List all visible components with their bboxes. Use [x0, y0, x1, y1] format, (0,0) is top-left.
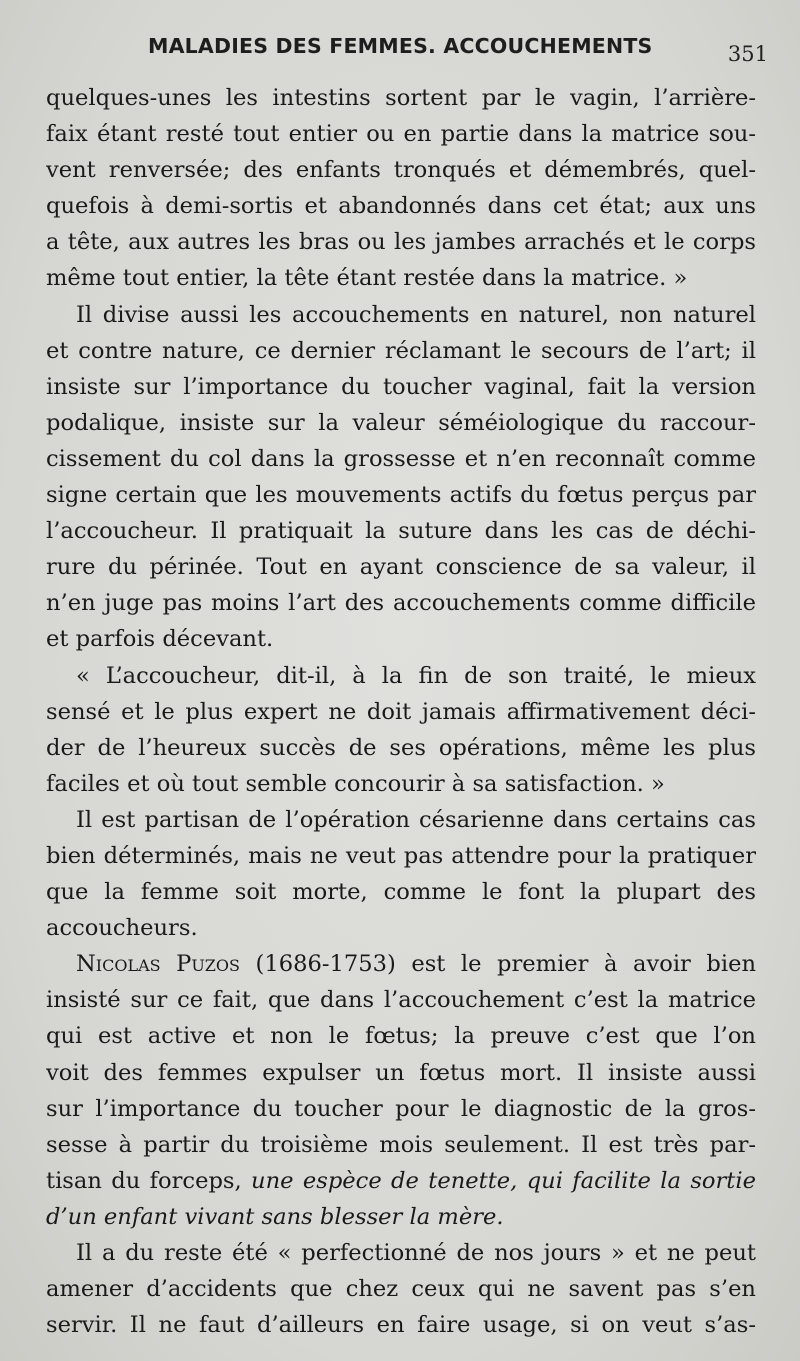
- text-line: « L’accoucheur, dit-il, à la fin de son traité, le mieux: [76, 662, 756, 689]
- text-line: rure du périnée. Tout en ayant conscience de sa valeur, il: [46, 554, 756, 581]
- text-line: der de l’heureux succès de ses opérations, même les plus: [46, 734, 756, 761]
- text-line: Il est partisan de l’opération césarienne dans certains cas: [76, 806, 756, 833]
- text-line: [46, 946, 756, 982]
- text-line: n’en juge pas moins l’art des accouchements comme difficile: [46, 590, 756, 617]
- text-line: quelques-unes les intestins sortent par le vagin, l’arrière-: [46, 85, 756, 111]
- text-line: a tête, aux autres les bras ou les jambes arrachés et le corps: [46, 229, 756, 256]
- text-line: sesse à partir du troisième mois seulement. Il est très par-: [46, 1131, 756, 1158]
- page-header: [148, 30, 768, 70]
- text-line: [46, 1163, 756, 1199]
- text-line: et contre nature, ce dernier réclamant le secours de l’art; il: [46, 337, 756, 364]
- text-line: voit des femmes expulser un fœtus mort. Il insiste aussi: [46, 1059, 756, 1086]
- text-line: sur l’importance du toucher pour le diagnostic de la gros-: [46, 1095, 756, 1122]
- text-line: bien déterminés, mais ne veut pas attendre pour la pratiquer: [46, 842, 756, 869]
- italic-quote: d’un enfant vivant sans blesser la mère.: [46, 1203, 504, 1230]
- text-fragment: (1686-1753) est le premier à avoir bien: [255, 951, 756, 978]
- text-line: insisté sur ce fait, que dans l’accouchement c’est la matrice: [46, 987, 756, 1014]
- text-line: et parfois décevant.: [46, 626, 274, 653]
- text-line: vent renversée; des enfants tronqués et démembrés, quel-: [46, 157, 756, 184]
- text-line: sensé et le plus expert ne doit jamais affirmativement déci-: [46, 698, 756, 725]
- text-line: Il divise aussi les accouchements en naturel, non naturel: [76, 301, 756, 328]
- text-line: insiste sur l’importance du toucher vaginal, fait la version: [46, 373, 756, 400]
- text-line: même tout entier, la tête étant restée dans la matrice. »: [46, 265, 688, 292]
- text-fragment: tisan du forceps,: [46, 1167, 242, 1194]
- author-name: Nicolas Puzos: [76, 951, 240, 978]
- text-line: quefois à demi-sortis et abandonnés dans cet état; aux uns: [46, 193, 756, 220]
- page-number: 351: [727, 42, 768, 66]
- text-line: signe certain que les mouvements actifs du fœtus perçus par: [46, 482, 756, 509]
- running-title: MALADIES DES FEMMES. ACCOUCHEMENTS: [148, 34, 653, 58]
- text-line: podalique, insiste sur la valeur séméiologique du raccour-: [46, 409, 756, 436]
- text-line: Il a du reste été « perfectionné de nos jours » et ne peut: [76, 1240, 756, 1266]
- italic-quote: une espèce de tenette, qui facilite la sortie: [251, 1167, 756, 1194]
- text-line: qui est active et non le fœtus; la preuve c’est que l’on: [46, 1023, 756, 1050]
- body-text: [46, 80, 756, 1343]
- text-line: faciles et où tout semble concourir à sa satisfaction. »: [46, 770, 665, 797]
- text-line: que la femme soit morte, comme le font la plupart des: [46, 879, 756, 906]
- text-line: servir. Il ne faut d’ailleurs en faire usage, si on veut s’as-: [46, 1312, 756, 1339]
- text-line: l’accoucheur. Il pratiquait la suture dans les cas de déchi-: [46, 518, 756, 545]
- text-line: amener d’accidents que chez ceux qui ne savent pas s’en: [46, 1276, 756, 1303]
- text-line: accoucheurs.: [46, 915, 198, 942]
- text-line: [46, 1199, 756, 1235]
- text-line: cissement du col dans la grossesse et n’en reconnaît comme: [46, 445, 756, 472]
- text-line: faix étant resté tout entier ou en partie dans la matrice sou-: [46, 121, 756, 148]
